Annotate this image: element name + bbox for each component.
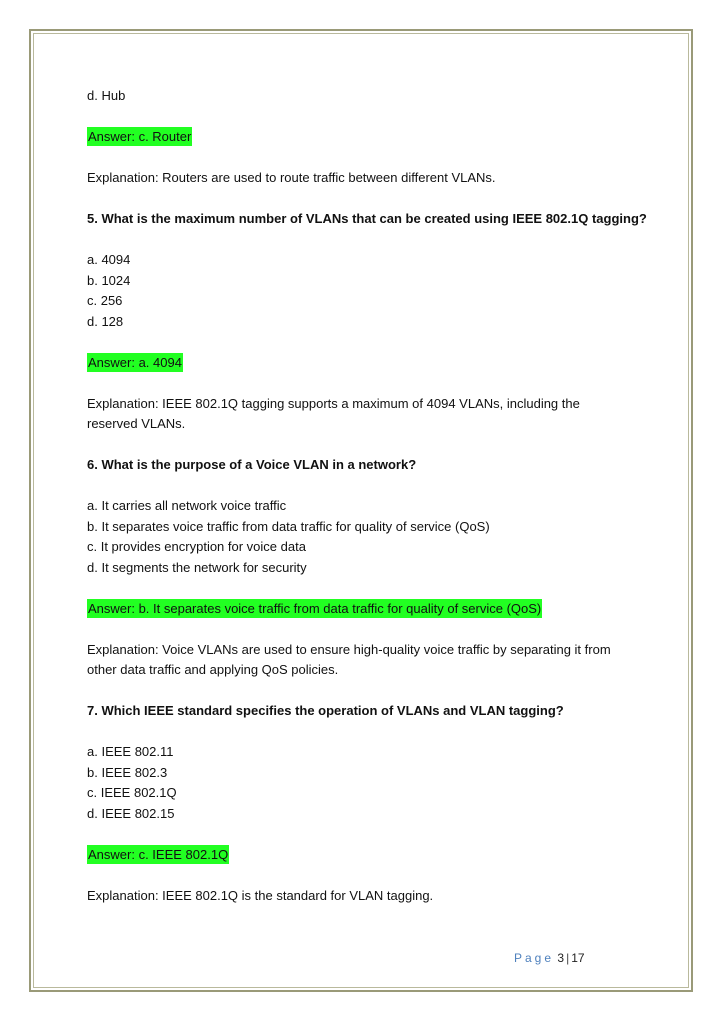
explanation-line-1: Explanation: IEEE 802.1Q is the standard for VLAN tagging. — [87, 887, 434, 903]
option-d: d. It segments the network for security — [87, 559, 307, 575]
option-b: b. 1024 — [87, 272, 131, 288]
prev-last-option: d. Hub — [87, 88, 126, 103]
explanation-line-2: reserved VLANs. — [87, 416, 186, 431]
page-footer — [514, 951, 585, 965]
option-b: b. It separates voice traffic from data traffic for quality of service (QoS) — [87, 518, 490, 534]
option-c: c. It provides encryption for voice data — [87, 539, 306, 554]
question-text: 6. What is the purpose of a Voice VLAN in a network? — [87, 457, 417, 472]
footer-page-word: Page — [514, 951, 555, 965]
footer-separator: | — [566, 951, 570, 965]
option-a: a. IEEE 802.11 — [87, 744, 174, 759]
answer-highlight: Answer: c. IEEE 802.1Q — [88, 846, 229, 862]
option-c: c. IEEE 802.1Q — [87, 785, 177, 800]
option-d: d. 128 — [87, 313, 124, 329]
question-block-5 — [87, 209, 647, 435]
footer-page-number: 3 — [557, 951, 565, 965]
answer-highlight: Answer: a. 4094 — [88, 354, 182, 370]
prev-answer: Answer: c. Router — [88, 129, 192, 144]
option-b: b. IEEE 802.3 — [87, 764, 168, 780]
option-d: d. IEEE 802.15 — [87, 805, 175, 821]
prev-explanation: Explanation: Routers are used to route traffic between different VLANs. — [87, 170, 496, 185]
page-content — [87, 86, 647, 906]
option-c: c. 256 — [87, 293, 123, 308]
explanation-line-1: Explanation: Voice VLANs are used to ensure high-quality voice traffic by separating it from — [87, 641, 611, 657]
footer-page-total: 17 — [571, 951, 585, 965]
explanation-line-2: other data traffic and applying QoS policies. — [87, 662, 339, 677]
explanation-line-1: Explanation: IEEE 802.1Q tagging supports a maximum of 4094 VLANs, including the — [87, 395, 580, 411]
question-text: 5. What is the maximum number of VLANs that can be created using IEEE 802.1Q tagging? — [87, 211, 647, 226]
question-text: 7. Which IEEE standard specifies the operation of VLANs and VLAN tagging? — [87, 703, 564, 718]
option-a: a. 4094 — [87, 252, 131, 267]
answer-highlight: Answer: b. It separates voice traffic from data traffic for quality of service (QoS) — [88, 600, 542, 616]
question-block-7 — [87, 701, 647, 906]
question-block-6 — [87, 455, 647, 681]
option-a: a. It carries all network voice traffic — [87, 498, 287, 513]
